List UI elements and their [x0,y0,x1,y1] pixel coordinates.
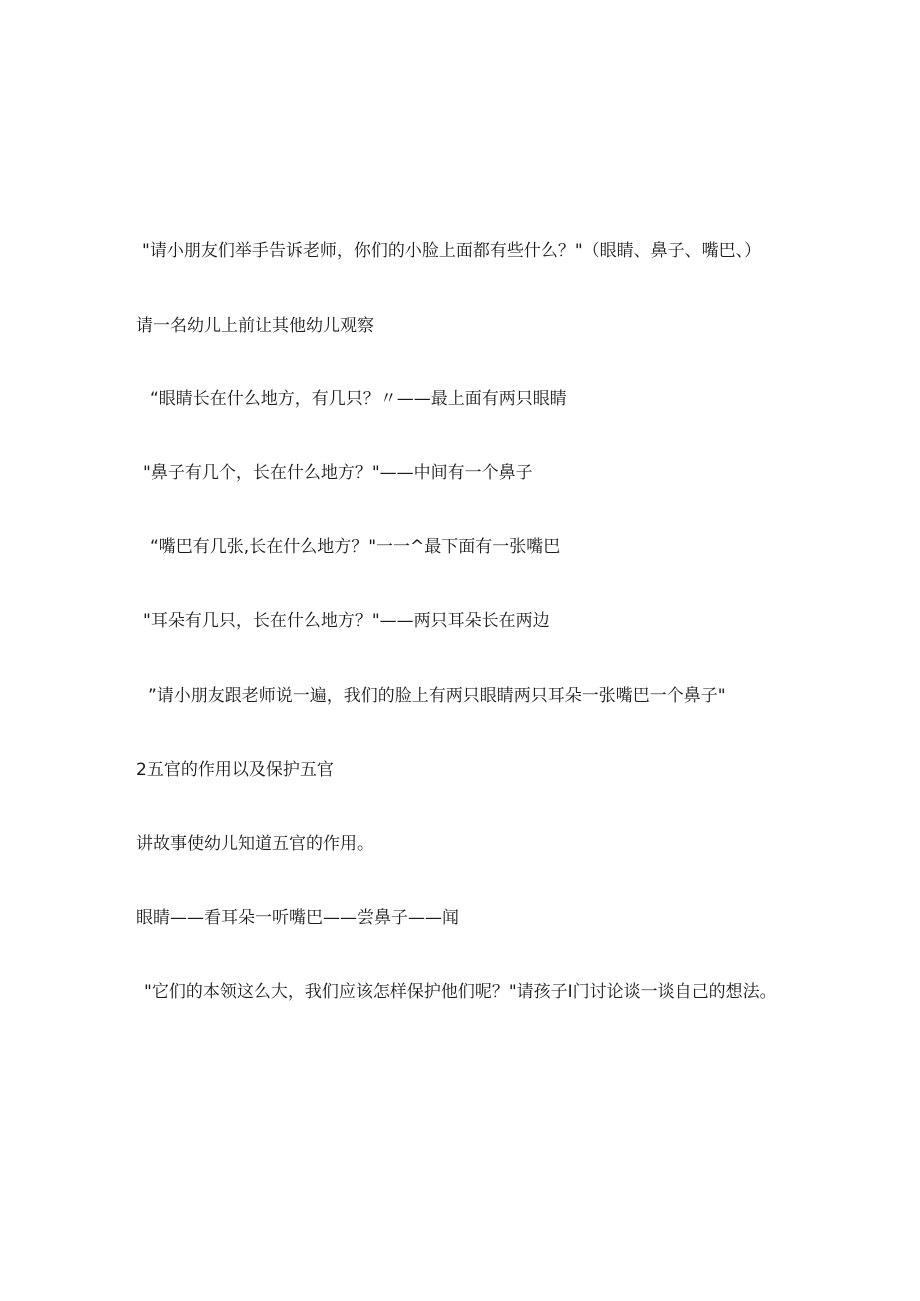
section-heading-senses-protection: 2五官的作用以及保护五官 [136,760,334,780]
text-line-child-observe: 请一名幼儿上前让其他幼儿观察 [136,316,374,336]
text-line-repeat-with-teacher: ”请小朋友跟老师说一遍，我们的脸上有两只眼睛两只耳朵一张嘴巴一个鼻子" [148,686,726,706]
text-line-protection-discussion: "它们的本领这么大，我们应该怎样保护他们呢？"请孩子I门讨论谈一谈自己的想法。 [144,982,777,1002]
text-line-sense-functions: 眼睛——看耳朵一听嘴巴——尝鼻子——闻 [136,908,459,928]
text-line-nose-question: "鼻子有几个，长在什么地方？"——中间有一个鼻子 [143,463,533,483]
text-line-mouth-question: “嘴巴有几张,长在什么地方？"一一^最下面有一张嘴巴 [150,537,561,557]
text-line-eyes-question: “眼睛长在什么地方，有几只？〃——最上面有两只眼睛 [150,389,567,409]
text-line-story-purpose: 讲故事使幼儿知道五官的作用。 [136,834,374,854]
text-line-ask-face-features: "请小朋友们举手告诉老师，你们的小脸上面都有些什么？"（眼睛、鼻子、嘴巴、） [142,241,762,261]
text-line-ears-question: "耳朵有几只，长在什么地方？"——两只耳朵长在两边 [143,611,550,631]
